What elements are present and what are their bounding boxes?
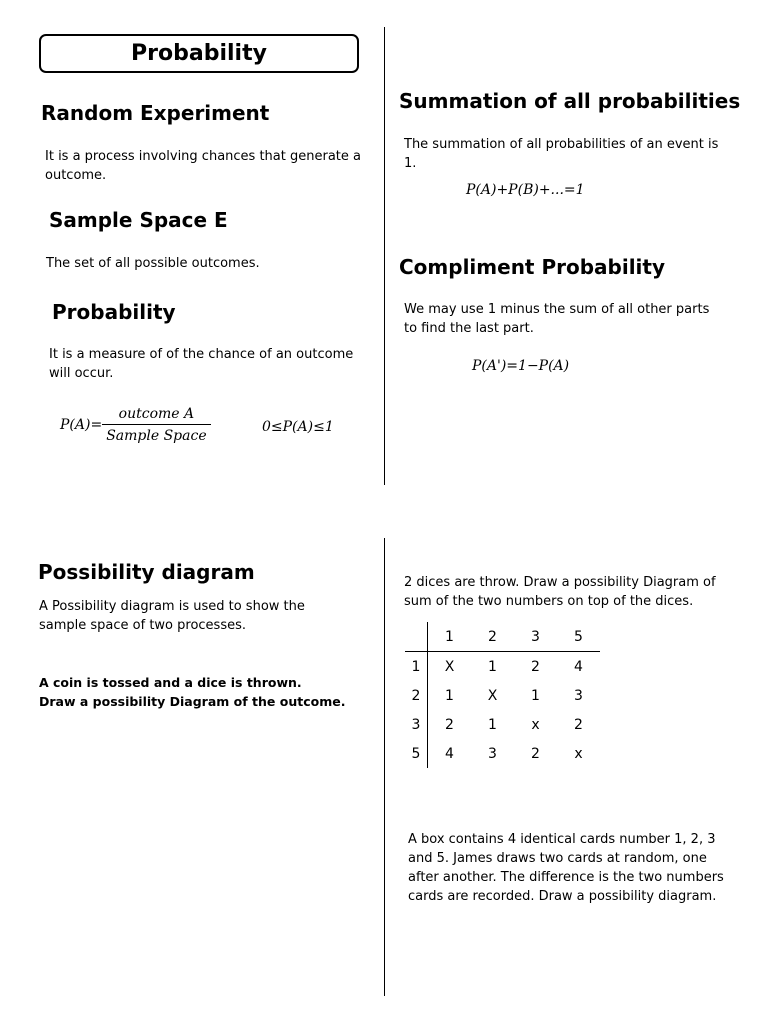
page-title: Probability [39, 34, 359, 73]
table-row [405, 739, 600, 768]
table-cell: x [531, 716, 540, 733]
probability-text: It is a measure of of the chance of an outcome will occur. [49, 347, 354, 381]
table-cell: 1 [488, 658, 497, 675]
probability-formula-lhs: P(A)= [60, 417, 103, 433]
table-column-header: 1 [428, 622, 472, 652]
possibility-table [405, 622, 600, 768]
summation-formula: P(A)+P(B)+...=1 [466, 182, 585, 198]
table-cell: 2 [445, 716, 454, 733]
probability-heading: Probability [52, 300, 176, 324]
table-cell: 3 [574, 687, 583, 704]
table-row-header: 3 [405, 710, 428, 739]
table-row-header: 2 [405, 681, 428, 710]
sample-space-text: The set of all possible outcomes. [46, 256, 260, 271]
cards-question: A box contains 4 identical cards number 1, 2, 3 and 5. James draws two cards at random, one after another. The difference is the two numbers cards are recorded. Draw a possibility diagram. [408, 832, 724, 904]
summation-text: The summation of all probabilities of an event is 1. [404, 137, 719, 171]
table-column-header: 5 [557, 622, 600, 652]
table-cell: 3 [488, 745, 497, 762]
column-divider-top [384, 27, 385, 485]
table-row [405, 681, 600, 710]
table-cell: 1 [531, 687, 540, 704]
coin-dice-exercise-line1: A coin is tossed and a dice is thrown. [39, 675, 302, 690]
table-cell: 1 [445, 687, 454, 704]
probability-fraction [102, 406, 210, 444]
table-row-header: 5 [405, 739, 428, 768]
compliment-text: We may use 1 minus the sum of all other parts to find the last part. [404, 302, 710, 336]
fraction-numerator: outcome A [118, 406, 195, 422]
table-row [405, 710, 600, 739]
table-cell: 2 [531, 745, 540, 762]
compliment-formula: P(A')=1−P(A) [472, 358, 570, 374]
possibility-table-wrapper [405, 622, 600, 768]
table-cell: X [487, 687, 498, 704]
table-column-header: 2 [471, 622, 514, 652]
table-cell: 4 [574, 658, 583, 675]
two-dice-question: 2 dices are throw. Draw a possibility Diagram of sum of the two numbers on top of the dices. [404, 575, 716, 609]
table-header-row [405, 622, 600, 652]
compliment-heading: Compliment Probability [399, 255, 666, 279]
table-column-header: 3 [514, 622, 557, 652]
possibility-diagram-text: A Possibility diagram is used to show the sample space of two processes. [39, 599, 305, 633]
table-cell: 1 [488, 716, 497, 733]
table-row [405, 652, 600, 682]
table-corner-cell [405, 622, 428, 652]
probability-formula [60, 402, 211, 448]
table-cell: 2 [531, 658, 540, 675]
random-experiment-text: It is a process involving chances that generate a outcome. [45, 149, 361, 183]
probability-range: 0≤P(A)≤1 [262, 419, 334, 435]
fraction-denominator: Sample Space [102, 424, 210, 444]
table-cell: x [574, 745, 583, 762]
random-experiment-heading: Random Experiment [41, 101, 270, 125]
table-cell: X [444, 658, 455, 675]
table-row-header: 1 [405, 652, 428, 682]
coin-dice-exercise-line2: Draw a possibility Diagram of the outcome. [39, 694, 346, 709]
sample-space-heading: Sample Space E [49, 208, 228, 232]
table-cell: 4 [445, 745, 454, 762]
possibility-diagram-heading: Possibility diagram [38, 560, 255, 584]
summation-heading: Summation of all probabilities [399, 89, 741, 113]
column-divider-bottom [384, 538, 385, 996]
table-cell: 2 [574, 716, 583, 733]
